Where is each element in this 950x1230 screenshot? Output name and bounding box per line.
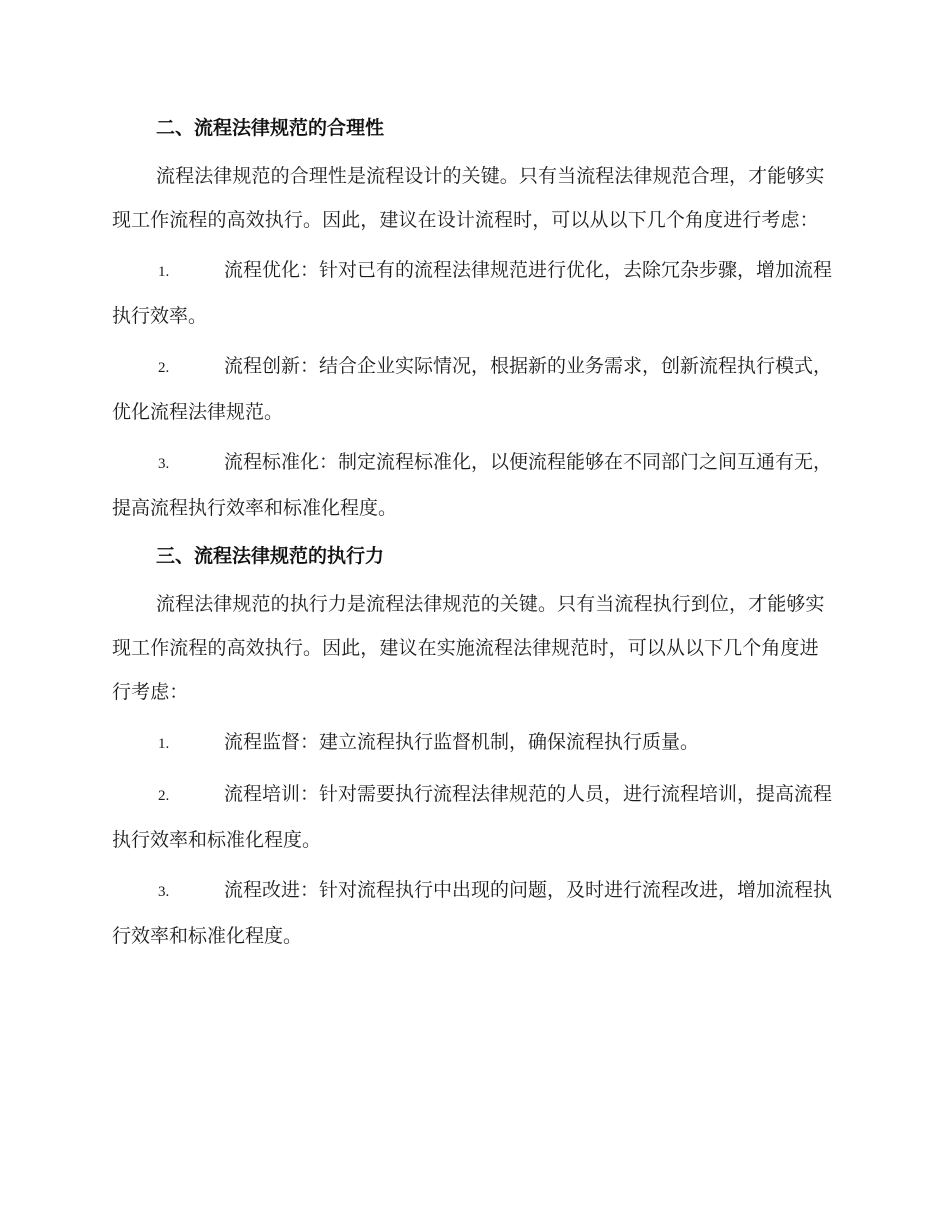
section-intro-paragraph: 流程法律规范的执行力是流程法律规范的关键。只有当流程执行到位，才能够实现工作流程的高效执行。因此，建议在实施流程法律规范时，可以从以下几个角度进行考虑： — [112, 593, 825, 703]
list-item-number: 1. — [158, 264, 170, 280]
list-item-number: 3. — [158, 456, 170, 472]
list-item-number: 1. — [158, 736, 170, 752]
list-item — [112, 440, 836, 530]
list-item — [112, 248, 836, 338]
list-item — [112, 868, 836, 958]
list-item-text: 流程改进：针对流程执行中出现的问题，及时进行流程改进，增加流程执行效率和标准化程度。 — [112, 879, 833, 947]
list-item — [112, 720, 836, 766]
list-item-text: 流程监督：建立流程执行监督机制，确保流程执行质量。 — [224, 731, 700, 753]
list-item-text: 流程培训：针对需要执行流程法律规范的人员，进行流程培训，提高流程执行效率和标准化程度。 — [112, 783, 833, 851]
list-item-number: 2. — [158, 788, 170, 804]
list-item-number: 3. — [158, 884, 170, 900]
section-heading: 二、流程法律规范的合理性 — [156, 117, 385, 139]
list-item-text: 流程标准化：制定流程标准化，以便流程能够在不同部门之间互通有无，提高流程执行效率和标准化程度。 — [112, 451, 833, 519]
section-heading: 三、流程法律规范的执行力 — [156, 545, 385, 567]
list-item-text: 流程优化：针对已有的流程法律规范进行优化，去除冗杂步骤，增加流程执行效率。 — [112, 259, 833, 327]
list-item — [112, 344, 836, 434]
list-item-number: 2. — [158, 360, 170, 376]
section-intro-paragraph: 流程法律规范的合理性是流程设计的关键。只有当流程法律规范合理，才能够实现工作流程的高效执行。因此，建议在设计流程时，可以从以下几个角度进行考虑： — [112, 165, 825, 231]
document-body — [112, 108, 836, 964]
list-item — [112, 772, 836, 862]
list-item-text: 流程创新：结合企业实际情况，根据新的业务需求，创新流程执行模式，优化流程法律规范。 — [112, 355, 833, 423]
